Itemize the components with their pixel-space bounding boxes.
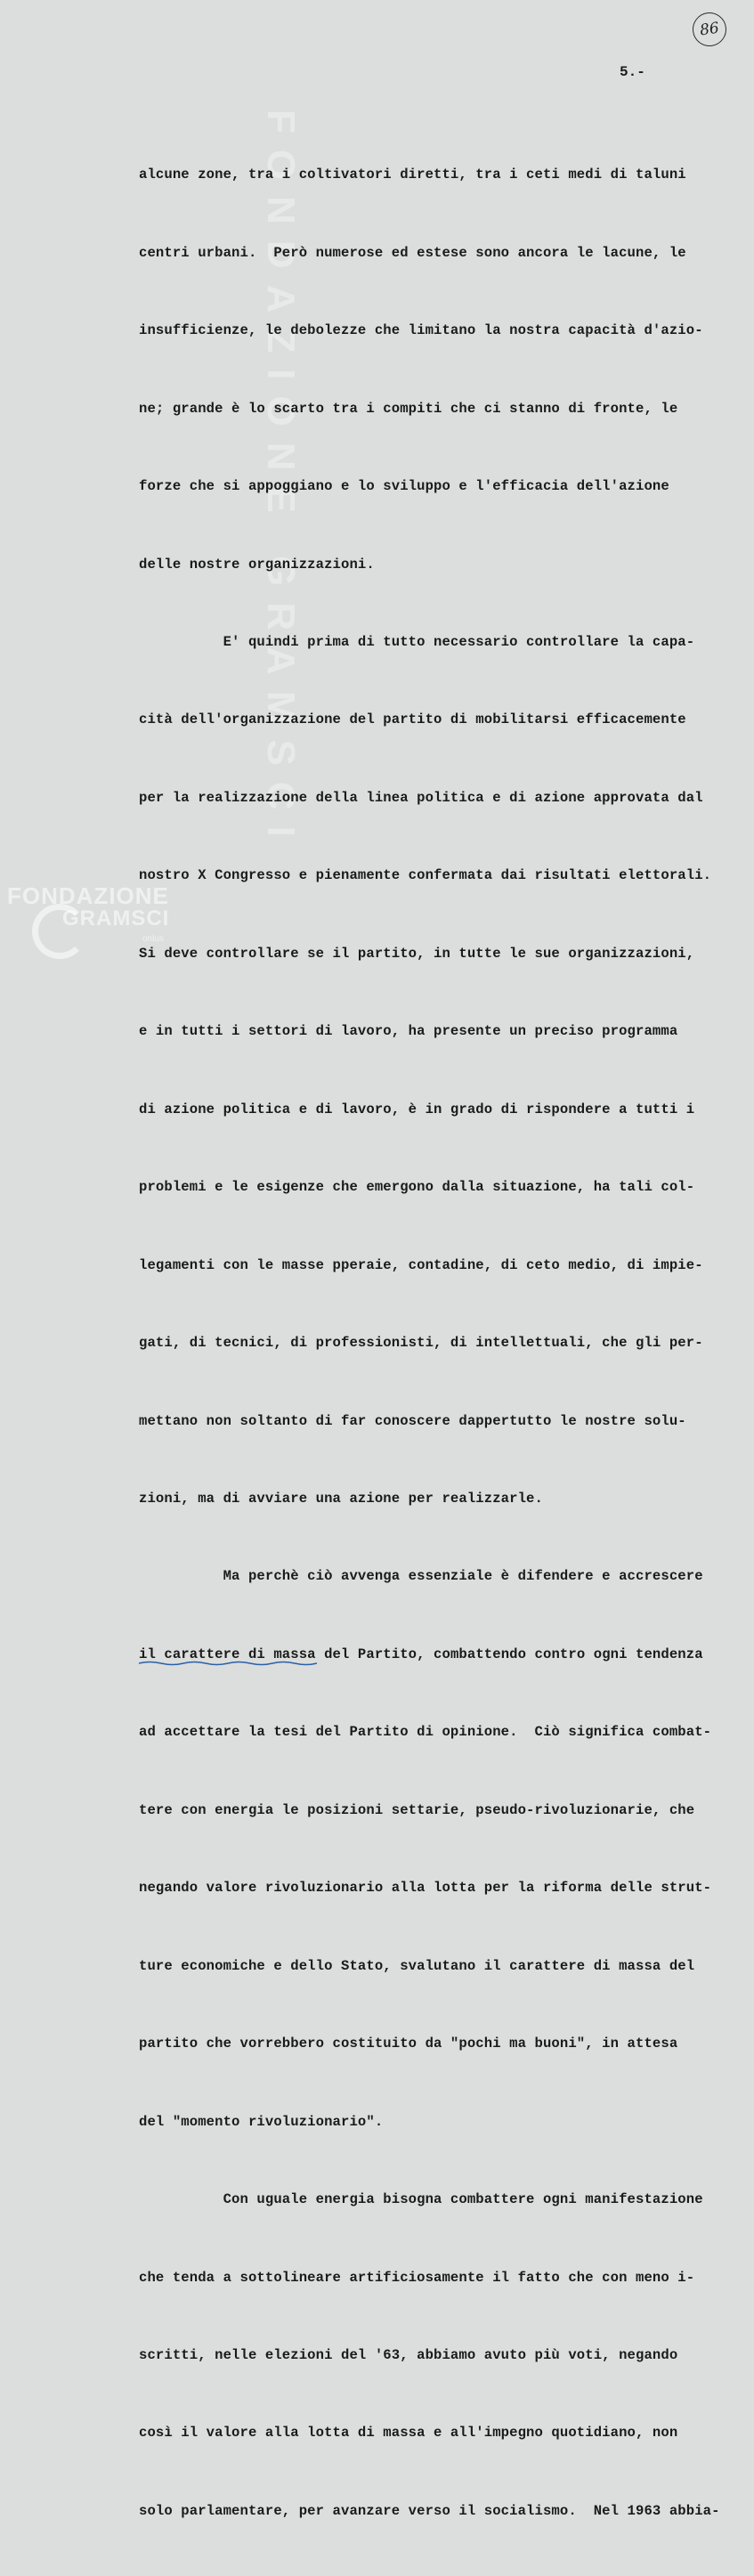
text-line: che tenda a sottolineare artificiosamente il fatto che con meno i- (139, 2269, 695, 2286)
text-line: mettano non soltanto di far conoscere dappertutto le nostre solu- (139, 1412, 686, 1429)
text-line: problemi e le esigenze che emergono dalla situazione, ha tali col- (139, 1179, 695, 1196)
text-line: cità dell'organizzazione del partito di mobilitarsi efficacemente (139, 711, 686, 728)
page-number: 5.- (620, 64, 645, 80)
text-line: ne; grande è lo scarto tra i compiti che ci stanno di fronte, le (139, 400, 678, 417)
logo-text-line1: FONDAZIONE (7, 882, 169, 909)
text-line: E' quindi prima di tutto necessario controllare la capa- (139, 634, 695, 651)
logo-text-line2: GRAMSCI (62, 906, 170, 930)
handwritten-underline (139, 1661, 317, 1666)
text-line: gati, di tecnici, di professionisti, di intellettuali, che gli per- (139, 1335, 703, 1352)
fondazione-gramsci-logo (0, 877, 196, 962)
underlined-line-rest: del Partito, combattendo contro ogni tendenza (315, 1646, 703, 1662)
text-line: Con uguale energia bisogna combattere ogni manifestazione (139, 2191, 703, 2208)
text-line: forze che si appoggiano e lo sviluppo e l'efficacia dell'azione (139, 478, 669, 495)
text-line: zioni, ma di avviare una azione per realizzarle. (139, 1491, 543, 1507)
text-line: per la realizzazione della linea politica e di azione approvata dal (139, 789, 703, 806)
text-line: ad accettare la tesi del Partito di opinione. Ciò significa combat- (139, 1724, 712, 1741)
text-line: alcune zone, tra i coltivatori diretti, tra i ceti medi di taluni (139, 167, 686, 183)
underlined-phrase (139, 1646, 316, 1662)
text-line-underlined (139, 1642, 753, 1668)
text-line: centri urbani. Però numerose ed estese sono ancora le lacune, le (139, 244, 686, 261)
text-line: scritti, nelle elezioni del '63, abbiamo avuto più voti, negando (139, 2347, 678, 2363)
body-text (139, 110, 753, 2576)
text-line: di azione politica e di lavoro, è in grado di rispondere a tutti i (139, 1101, 695, 1117)
text-line: legamenti con le masse pperaie, contadine, di ceto medio, di impie- (139, 1256, 703, 1273)
text-line: Ma perchè ciò avvenga essenziale è difendere e accrescere (139, 1568, 703, 1585)
text-line: negando valore rivoluzionario alla lotta per la riforma delle strut- (139, 1880, 712, 1897)
text-line: insufficienze, le debolezze che limitano la nostra capacità d'azio- (139, 322, 703, 339)
text-line: solo parlamentare, per avanzare verso il socialismo. Nel 1963 abbia- (139, 2502, 720, 2519)
text-line: così il valore alla lotta di massa e all'impegno quotidiano, non (139, 2425, 678, 2442)
archive-stamp: 86 (691, 11, 729, 49)
text-line: Si deve controllare se il partito, in tutte le sue organizzazioni, (139, 945, 695, 962)
text-line: del "momento rivoluzionario". (139, 2113, 384, 2130)
text-line: partito che vorrebbero costituito da "pochi ma buoni", in attesa (139, 2036, 678, 2052)
underlined-phrase-text: il carattere di massa (139, 1646, 316, 1662)
text-line: nostro X Congresso e pienamente confermata dai risultati elettorali. (139, 867, 712, 884)
text-line: ture economiche e dello Stato, svalutano il carattere di massa del (139, 1957, 695, 1974)
text-line: tere con energia le posizioni settarie, pseudo-rivoluzionarie, che (139, 1801, 695, 1818)
text-line: delle nostre organizzazioni. (139, 556, 375, 573)
logo-text-line3: onlus (142, 934, 164, 944)
text-line: e in tutti i settori di lavoro, ha presente un preciso programma (139, 1023, 678, 1040)
watermark-vertical: FONDAZIONE GRAMSCI (259, 109, 303, 853)
